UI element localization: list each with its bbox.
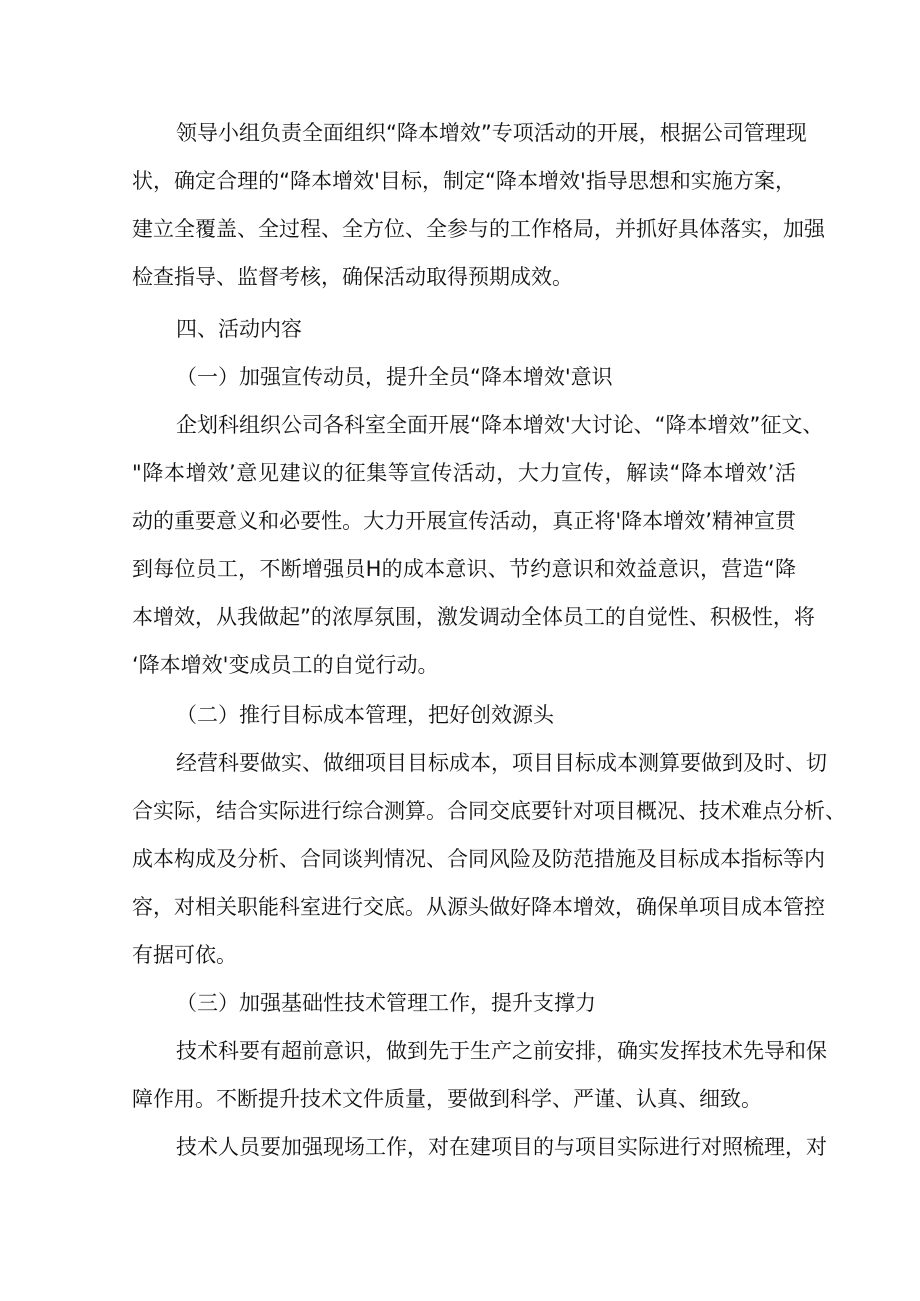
subsection-heading-3: （三）加强基础性技术管理工作，提升支撑力 (176, 991, 596, 1015)
para2-line-2: "降本增效’意见建议的征集等宣传活动，大力宣传，解读“降本增效’活 (132, 461, 796, 485)
para2-line-1: 企划科组织公司各科室全面开展“降本增效'大讨论、“降本增效”征文、 (176, 413, 824, 437)
para3-line-3: 成本构成及分析、合同谈判情况、合同风险及防范措施及目标成本指标等内 (132, 847, 825, 871)
para4-line-2: 障作用。不断提升技术文件质量，要做到科学、严谨、认真、细致。 (132, 1087, 762, 1111)
para3-line-1: 经营科要做实、做细项目目标成本，项目目标成本测算要做到及时、切 (176, 751, 827, 775)
para2-line-6: ‘降本增效'变成员工的自觉行动。 (132, 653, 439, 677)
para1-line-1: 领导小组负责全面组织“降本增效”专项活动的开展，根据公司管理现 (176, 121, 807, 145)
para1-line-4: 检查指导、监督考核，确保活动取得预期成效。 (132, 265, 573, 289)
para3-line-2: 合实际，结合实际进行综合测算。合同交底要针对项目概况、技术难点分析、 (132, 799, 846, 823)
para2-line-5: 本增效，从我做起”的浓厚氛围，激发调动全体员工的自觉性、积极性，将 (132, 605, 815, 629)
para3-line-4: 容，对相关职能科室进行交底。从源头做好降本增效，确保单项目成本管控 (132, 895, 825, 919)
subsection-heading-1: （一）加强宣传动员，提升全员“降本增效'意识 (176, 365, 613, 389)
para4-line-1: 技术科要有超前意识，做到先于生产之前安排，确实发挥技术先导和保 (176, 1039, 827, 1063)
section-heading-activity-content: 四、活动内容 (176, 317, 302, 341)
para1-line-3: 建立全覆盖、全过程、全方位、全参与的工作格局，并抓好具体落实，加强 (132, 217, 825, 241)
para1-line-2: 状，确定合理的“降本增效'目标，制定“降本增效'指导思想和实施方案， (132, 169, 796, 193)
para3-line-5: 有据可依。 (132, 943, 237, 967)
para5-line-1: 技术人员要加强现场工作，对在建项目的与项目实际进行对照梳理，对 (176, 1135, 827, 1159)
para2-line-4: 到每位员工，不断增强员H的成本意识、节约意识和效益意识，营造“降 (132, 557, 796, 581)
subsection-heading-2: （二）推行目标成本管理，把好创效源头 (176, 703, 554, 727)
para2-line-3: 动的重要意义和必要性。大力开展宣传活动，真正将'降本增效’精神宣贯 (132, 509, 796, 533)
